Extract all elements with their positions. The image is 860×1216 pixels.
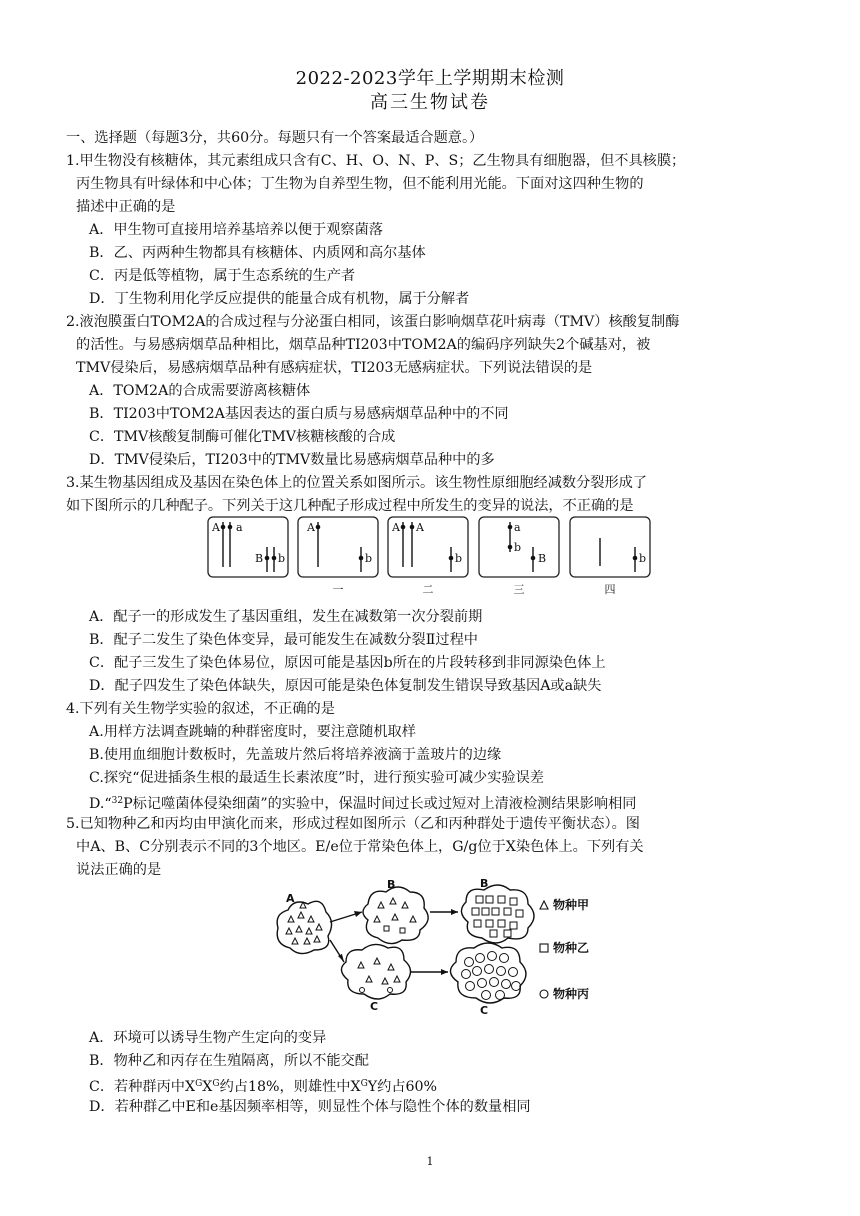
q2-option-c: C．TMV核酸复制酶可催化TMV核糖核酸的合成 [89, 429, 396, 445]
q3-stem-line: 如下图所示的几种配子。下列关于这几种配子形成过程中所发生的变异的说法，不正确的是 [66, 498, 634, 514]
gene-label-A: A [212, 521, 220, 534]
q5-stem-line: 说法正确的是 [76, 862, 162, 878]
q4-stem-line: 4.下列有关生物学实验的叙述，不正确的是 [66, 701, 335, 717]
region-label-B: B [387, 878, 396, 891]
gene-label-a: a [514, 521, 521, 534]
section-heading: 一、选择题（每题3分，共60分。每题只有一个答案最适合题意。） [66, 130, 484, 146]
exam-subtitle: 高三生物试卷 [370, 92, 490, 113]
allele-superscript: G [195, 1079, 203, 1089]
q3-option-c: C．配子三发生了染色体易位，原因可能是基因b所在的片段转移到非同源染色体上 [89, 655, 606, 671]
q4-option-b: B.使用血细胞计数板时，先盖玻片然后将培养液滴于盖玻片的边缘 [89, 747, 502, 763]
q5-option-c [89, 1075, 437, 1096]
panel-label-3: 三 [513, 583, 525, 596]
allele-superscript: G [360, 1079, 368, 1089]
allele-superscript: G [212, 1079, 220, 1089]
gene-label-b: b [278, 552, 286, 565]
legend-species-jia: 物种甲 [553, 898, 590, 912]
q4-option-c: C.探究“促进插条生根的最适生长素浓度”时，进行预实验可减少实验误差 [89, 770, 544, 786]
q3-option-a: A．配子一的形成发生了基因重组，发生在减数第一次分裂前期 [89, 609, 483, 625]
gene-label-A: A [307, 521, 315, 534]
q1-option-a: A．甲生物可直接用培养基培养以便于观察菌落 [89, 222, 383, 238]
q4-option-d [89, 792, 636, 813]
q2-option-b: B．TI203中TOM2A基因表达的蛋白质与易感病烟草品种中的不同 [89, 406, 509, 422]
q1-stem-line: 丙生物具有叶绿体和中心体；丁生物为自养型生物，但不能利用光能。下面对这四种生物的 [76, 176, 644, 192]
exam-title: 2022-2023学年上学期期末检测 [295, 68, 565, 89]
q1-option-c: C．丙是低等植物，属于生态系统的生产者 [89, 268, 356, 284]
q5-option-c-text: 约占18%，则雄性中X [219, 1079, 361, 1095]
legend-species-yi: 物种乙 [553, 941, 590, 955]
panel-label-2: 二 [422, 583, 434, 596]
q2-option-d: D．TMV侵染后，TI203中的TMV数量比易感病烟草品种中的多 [89, 452, 495, 468]
q4-option-d-prefix: D.“ [89, 796, 112, 812]
gene-label-A: A [416, 521, 424, 534]
q3-option-b: B．配子二发生了染色体变异，最可能发生在减数分裂Ⅱ过程中 [89, 632, 478, 648]
isotope-superscript: 32 [111, 796, 124, 806]
region-label-C: C [480, 1004, 489, 1017]
q2-stem-line: 的活性。与易感病烟草品种相比，烟草品种TI203中TOM2A的编码序列缺失2个碱基对，被 [76, 337, 651, 353]
gene-label-A: A [392, 521, 400, 534]
region-label-A: A [286, 892, 295, 905]
q4-option-d-text: P标记噬菌体侵染细菌”的实验中，保温时间过长或过短对上清液检测结果影响相同 [123, 796, 637, 812]
q5-option-c-text: C．若种群丙中X [89, 1079, 196, 1095]
panel-label-4: 四 [604, 583, 616, 596]
q5-option-a: A．环境可以诱导生物产生定向的变异 [89, 1030, 327, 1046]
q4-option-a: A.用样方法调查跳蝻的种群密度时，要注意随机取样 [89, 724, 416, 740]
q2-stem-line: TMV侵染后，易感病烟草品种有感病症状，TI203无感病症状。下列说法错误的是 [76, 360, 593, 376]
legend-species-bing: 物种丙 [553, 987, 590, 1001]
q1-stem-line: 1.甲生物没有核糖体，其元素组成只含有C、H、O、N、P、S；乙生物具有细胞器，但不具核膜； [66, 153, 686, 169]
q5-option-c-text: Y约占60% [367, 1079, 438, 1095]
q3-stem-line: 3.某生物基因组成及基因在染色体上的位置关系如图所示。该生物性原细胞经减数分裂形成了 [66, 475, 648, 491]
q5-option-d: D．若种群乙中E和e基因频率相等，则显性个体与隐性个体的数量相同 [89, 1099, 531, 1115]
speciation-figure [270, 878, 630, 1020]
region-label-C: C [370, 1000, 379, 1013]
gene-label-B: B [255, 552, 264, 565]
q5-stem-line: 中A、B、C分别表示不同的3个地区。E/e位于常染色体上，G/g位于X染色体上。下列有关 [76, 839, 644, 855]
gene-label-b: b [639, 552, 647, 565]
q1-stem-line: 描述中正确的是 [76, 199, 176, 215]
q2-option-a: A．TOM2A的合成需要游离核糖体 [89, 383, 311, 399]
gene-label-b: b [455, 552, 463, 565]
q5-option-c-text: X [202, 1079, 213, 1095]
gene-label-a: a [236, 521, 243, 534]
gamete-chromosome-figure [200, 514, 660, 598]
page-number: 1 [426, 1155, 434, 1168]
gene-label-b: b [365, 552, 373, 565]
q1-option-d: D．丁生物利用化学反应提供的能量合成有机物，属于分解者 [89, 291, 470, 307]
q2-stem-line: 2.液泡膜蛋白TOM2A的合成过程与分泌蛋白相同，该蛋白影响烟草花叶病毒（TMV）核酸复制酶 [66, 314, 680, 330]
gene-label-B: B [538, 552, 547, 565]
region-label-B: B [480, 878, 489, 890]
q5-option-b: B．物种乙和丙存在生殖隔离，所以不能交配 [89, 1053, 369, 1069]
gene-label-b: b [514, 541, 522, 554]
q3-option-d: D．配子四发生了染色体缺失，原因可能是染色体复制发生错误导致基因A或a缺失 [89, 678, 602, 694]
panel-label-1: 一 [332, 583, 344, 596]
q1-option-b: B．乙、丙两种生物都具有核糖体、内质网和高尔基体 [89, 245, 426, 261]
q5-stem-line: 5.已知物种乙和丙均由甲演化而来，形成过程如图所示（乙和丙种群处于遗传平衡状态）。图 [66, 816, 640, 832]
